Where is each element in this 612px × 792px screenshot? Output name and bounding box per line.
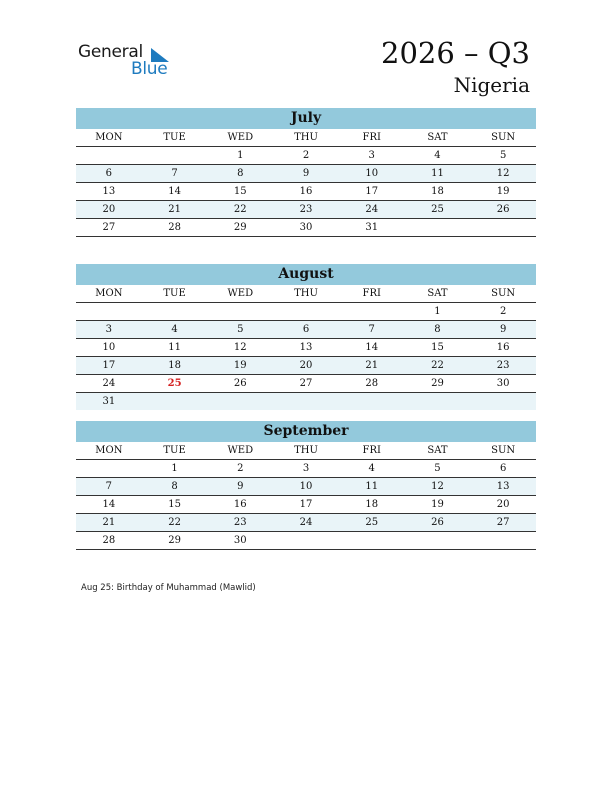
day-cell: 16 [496, 342, 510, 353]
country-name: Nigeria [453, 73, 530, 97]
month-august [76, 264, 536, 410]
weekday-label: TUE [163, 445, 186, 456]
month-title: July [76, 108, 536, 129]
day-cell: 3 [302, 463, 310, 474]
weekday-label: THU [294, 132, 318, 143]
day-cell: 22 [233, 204, 247, 215]
weekday-label: SAT [427, 445, 448, 456]
weekday-label: MON [95, 288, 123, 299]
day-cell: 19 [496, 186, 510, 197]
logo-word-blue: Blue [131, 59, 168, 79]
generalblue-logo [78, 42, 178, 78]
week-row [76, 393, 536, 410]
weekday-label: SAT [427, 132, 448, 143]
day-cell: 17 [102, 360, 116, 371]
day-cell: 12 [496, 168, 510, 179]
day-cell: 12 [431, 481, 444, 492]
weekday-label: THU [294, 288, 318, 299]
day-cell: 24 [299, 517, 313, 528]
day-cell: 5 [434, 463, 441, 474]
day-cell [207, 393, 273, 410]
weekday-label: TUE [163, 132, 186, 143]
day-cell: 13 [299, 342, 313, 353]
day-cell: 20 [102, 204, 116, 215]
month-september [76, 421, 536, 550]
page-title: 2026 – Q3 [381, 36, 530, 70]
day-cell [339, 532, 405, 549]
week-row [76, 460, 536, 478]
day-cell: 6 [302, 324, 310, 335]
day-cell [405, 219, 471, 236]
day-cell: 30 [233, 535, 247, 546]
day-cell [405, 393, 471, 410]
day-cell: 23 [233, 517, 247, 528]
week-row [76, 147, 536, 165]
day-cell: 14 [168, 186, 181, 197]
day-cell: 16 [299, 186, 313, 197]
day-cell: 1 [171, 463, 178, 474]
day-cell: 26 [431, 517, 444, 528]
day-cell: 13 [102, 186, 116, 197]
day-cell [76, 460, 142, 477]
week-row [76, 183, 536, 201]
week-row [76, 165, 536, 183]
day-cell: 31 [365, 222, 379, 233]
weekday-label: TUE [163, 288, 186, 299]
day-cell: 24 [102, 378, 116, 389]
week-row [76, 514, 536, 532]
day-cell: 3 [105, 324, 113, 335]
day-cell: 9 [302, 168, 310, 179]
day-cell: 14 [102, 499, 116, 510]
day-cell: 9 [499, 324, 507, 335]
day-cell: 15 [233, 186, 247, 197]
day-cell: 27 [496, 517, 510, 528]
day-cell: 4 [368, 463, 375, 474]
day-cell [142, 147, 208, 164]
holiday-notes [81, 583, 256, 593]
week-row [76, 357, 536, 375]
day-cell: 11 [168, 342, 181, 353]
month-title: September [76, 421, 536, 442]
day-cell [207, 303, 273, 320]
weekday-label: SUN [491, 132, 516, 143]
day-cell: 2 [499, 306, 507, 317]
month-july [76, 108, 536, 237]
day-cell: 17 [365, 186, 379, 197]
day-cell: 9 [237, 481, 244, 492]
day-cell: 21 [102, 517, 116, 528]
day-cell: 29 [233, 222, 247, 233]
day-cell [142, 393, 208, 410]
day-cell: 19 [233, 360, 247, 371]
weekday-label: FRI [362, 132, 381, 143]
day-cell: 30 [299, 222, 313, 233]
day-cell: 18 [431, 186, 444, 197]
weekday-label: FRI [362, 445, 381, 456]
day-cell: 21 [365, 360, 379, 371]
day-cell: 21 [168, 204, 181, 215]
day-cell: 7 [368, 324, 375, 335]
day-cell: 4 [171, 324, 178, 335]
day-cell: 1 [434, 306, 441, 317]
week-row [76, 321, 536, 339]
weekday-label: SAT [427, 288, 448, 299]
day-cell: 27 [102, 222, 116, 233]
day-cell: 5 [237, 324, 244, 335]
day-cell: 7 [105, 481, 113, 492]
day-cell: 10 [365, 168, 379, 179]
weekday-label: MON [95, 445, 123, 456]
day-cell: 25 [167, 378, 182, 389]
weekday-label: SUN [491, 288, 516, 299]
day-cell: 23 [299, 204, 313, 215]
day-cell: 19 [431, 499, 444, 510]
day-cell: 26 [496, 204, 510, 215]
month-title: August [76, 264, 536, 285]
day-cell: 11 [365, 481, 379, 492]
day-cell: 29 [431, 378, 444, 389]
day-cell: 22 [431, 360, 444, 371]
day-cell: 20 [299, 360, 313, 371]
day-cell: 8 [171, 481, 178, 492]
day-cell: 29 [168, 535, 181, 546]
day-cell [470, 393, 536, 410]
day-cell [470, 219, 536, 236]
day-cell: 24 [365, 204, 379, 215]
day-cell [142, 303, 208, 320]
day-cell: 23 [496, 360, 510, 371]
weekday-label: SUN [491, 445, 516, 456]
weekday-label: WED [227, 445, 254, 456]
day-cell: 25 [365, 517, 379, 528]
week-row [76, 303, 536, 321]
weekday-label: THU [294, 445, 318, 456]
day-cell [339, 393, 405, 410]
day-cell: 7 [171, 168, 178, 179]
day-cell: 18 [365, 499, 379, 510]
day-cell: 2 [302, 150, 310, 161]
day-cell: 31 [102, 396, 116, 407]
day-cell [76, 303, 142, 320]
day-cell: 8 [237, 168, 244, 179]
weekday-header-row [76, 442, 536, 460]
day-cell: 12 [233, 342, 247, 353]
day-cell: 18 [168, 360, 181, 371]
day-cell [405, 532, 471, 549]
week-row [76, 339, 536, 357]
weekday-label: FRI [362, 288, 381, 299]
day-cell: 28 [102, 535, 116, 546]
day-cell [470, 532, 536, 549]
day-cell [339, 303, 405, 320]
day-cell [76, 147, 142, 164]
day-cell [273, 393, 339, 410]
week-row [76, 219, 536, 237]
day-cell: 22 [168, 517, 181, 528]
day-cell: 28 [365, 378, 379, 389]
day-cell: 1 [237, 150, 244, 161]
holiday-note: Aug 25: Birthday of Muhammad (Mawlid) [81, 583, 256, 593]
day-cell: 15 [431, 342, 444, 353]
day-cell: 26 [233, 378, 247, 389]
day-cell: 11 [431, 168, 444, 179]
day-cell [273, 303, 339, 320]
day-cell: 10 [102, 342, 116, 353]
day-cell: 20 [496, 499, 510, 510]
logo-word-general: General [78, 42, 143, 62]
weekday-label: WED [227, 288, 254, 299]
day-cell: 28 [168, 222, 181, 233]
day-cell: 25 [431, 204, 444, 215]
day-cell [273, 532, 339, 549]
day-cell: 17 [299, 499, 313, 510]
week-row [76, 532, 536, 550]
week-row [76, 478, 536, 496]
day-cell: 6 [105, 168, 113, 179]
day-cell: 2 [237, 463, 244, 474]
day-cell: 8 [434, 324, 441, 335]
weekday-label: WED [227, 132, 254, 143]
day-cell: 10 [299, 481, 313, 492]
day-cell: 13 [496, 481, 510, 492]
day-cell: 14 [365, 342, 379, 353]
day-cell: 4 [434, 150, 441, 161]
day-cell: 16 [233, 499, 247, 510]
week-row [76, 496, 536, 514]
day-cell: 15 [168, 499, 181, 510]
day-cell: 27 [299, 378, 313, 389]
week-row [76, 375, 536, 393]
weekday-label: MON [95, 132, 123, 143]
weekday-header-row [76, 285, 536, 303]
day-cell: 5 [499, 150, 507, 161]
day-cell: 3 [368, 150, 375, 161]
day-cell: 30 [496, 378, 510, 389]
day-cell: 6 [499, 463, 507, 474]
weekday-header-row [76, 129, 536, 147]
week-row [76, 201, 536, 219]
